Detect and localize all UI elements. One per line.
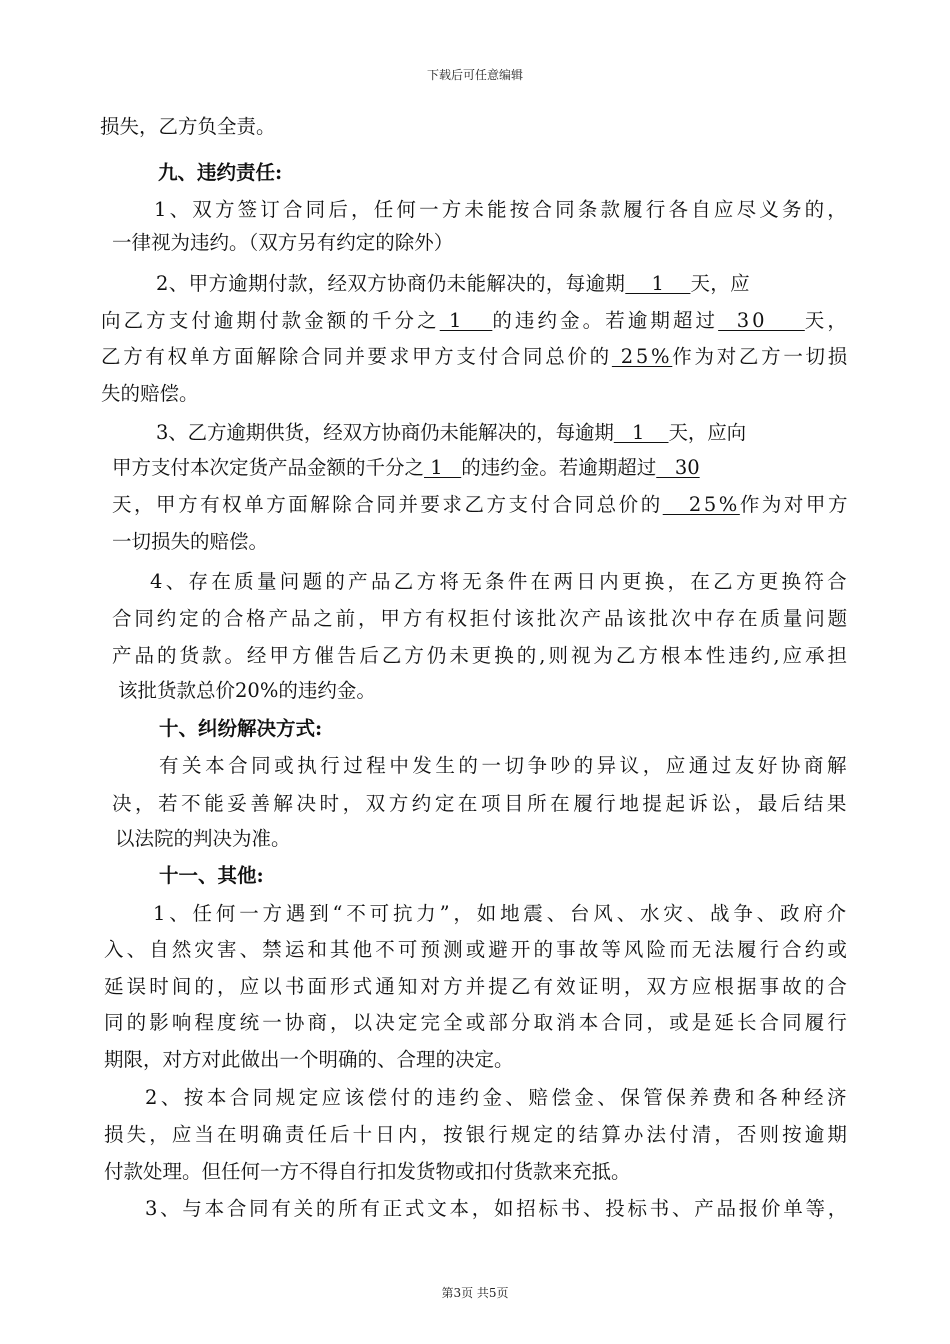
text-segment: 1、任何一方遇到“不可抗力”，如地震、台风、水灾、战争、政府介: [153, 902, 850, 925]
text-line: [112, 527, 268, 557]
text-segment: 入、自然灾害、禁运和其他不可预测或避开的事故等风险而无法履行合约或: [104, 938, 850, 961]
text-line: [159, 751, 850, 781]
fill-in-blank: 1: [613, 421, 669, 444]
text-segment: 损失，乙方负全责。: [100, 115, 276, 138]
text-segment: 同的影响程度统一协商，以决定完全或部分取消本合同，或是延长合同履行: [104, 1011, 850, 1034]
text-segment: 期限，对方对此做出一个明确的、合理的决定。: [104, 1048, 514, 1071]
fill-in-blank: 25%: [611, 345, 673, 368]
text-segment: 付款处理。但任何一方不得自行扣发货物或扣付货款来充抵。: [104, 1160, 631, 1183]
text-segment: 天，: [804, 309, 850, 332]
text-segment: 一律视为违约。（双方另有约定的除外）: [112, 231, 454, 254]
section-heading: [159, 714, 322, 744]
text-line: [112, 490, 850, 520]
text-line: [104, 1045, 514, 1075]
text-line: [112, 641, 850, 671]
fill-in-blank: 30: [718, 309, 805, 332]
text-segment: 2、甲方逾期付款，经双方协商仍未能解决的，每逾期: [156, 272, 626, 295]
text-line: [112, 604, 850, 634]
text-segment: 3、乙方逾期供货，经双方协商仍未能解决的，每逾期: [156, 421, 614, 444]
text-segment: 天，应: [690, 272, 750, 295]
text-line: [104, 1157, 631, 1187]
text-segment: 十、纠纷解决方式:: [159, 717, 323, 740]
text-segment: 1、双方签订合同后，任何一方未能按合同条款履行各自应尽义务的，: [154, 198, 850, 221]
section-heading: [158, 158, 282, 188]
fill-in-blank: 30: [656, 456, 700, 479]
text-line: [145, 1194, 850, 1224]
text-segment: 一切损失的赔偿。: [112, 530, 269, 553]
text-line: [101, 306, 850, 336]
fill-in-blank: 25%: [662, 493, 740, 516]
fill-in-blank: 1: [625, 272, 691, 295]
text-segment: 九、违约责任:: [158, 161, 283, 184]
text-segment: 合同约定的合格产品之前，甲方有权拒付该批次产品该批次中存在质量问题: [112, 607, 850, 630]
text-line: [115, 824, 291, 854]
text-line: [154, 195, 850, 225]
text-line: [104, 1008, 850, 1038]
text-segment: 天，应向: [668, 421, 746, 444]
text-line: [112, 228, 453, 258]
text-line: [156, 269, 750, 299]
text-segment: 3、与本合同有关的所有正式文本，如招标书、投标书、产品报价单等，: [145, 1197, 850, 1220]
text-line: [112, 453, 700, 483]
text-segment: 2、按本合同规定应该偿付的违约金、赔偿金、保管保养费和各种经济: [145, 1086, 850, 1109]
text-segment: 十一、其他:: [159, 864, 264, 887]
text-segment: 4、存在质量问题的产品乙方将无条件在两日内更换，在乙方更换符合: [150, 570, 850, 593]
text-segment: 乙方有权单方面解除合同并要求甲方支付合同总价的: [101, 345, 612, 368]
text-line: [118, 676, 376, 706]
text-segment: 该批货款总价20%的违约金。: [118, 679, 376, 702]
page-header: 下载后可任意编辑: [426, 68, 523, 82]
text-line: [104, 935, 850, 965]
text-segment: 天，甲方有权单方面解除合同并要求乙方支付合同总价的: [112, 493, 663, 516]
fill-in-blank: 1: [424, 456, 462, 479]
text-segment: 延误时间的，应以书面形式通知对方并提乙有效证明，双方应根据事故的合: [104, 975, 850, 998]
text-line: [101, 379, 199, 409]
text-line: [112, 789, 850, 819]
text-segment: 损失，应当在明确责任后十日内，按银行规定的结算办法付清，否则按逾期: [104, 1123, 850, 1146]
text-line: [145, 1083, 850, 1113]
text-segment: 失的赔偿。: [101, 382, 199, 405]
text-line: [156, 418, 746, 448]
text-segment: 的违约金。若逾期超过: [461, 456, 657, 479]
section-heading: [159, 861, 264, 891]
page-footer: 第3页 共5页: [441, 1286, 509, 1300]
text-line: [100, 112, 276, 142]
text-line: [104, 1120, 850, 1150]
text-line: [101, 342, 850, 372]
text-segment: 决，若不能妥善解决时，双方约定在项目所在履行地提起诉讼，最后结果: [112, 792, 850, 815]
text-segment: 甲方支付本次定货产品金额的千分之: [112, 456, 425, 479]
text-segment: 作为对乙方一切损: [672, 345, 850, 368]
text-line: [153, 899, 850, 929]
text-segment: 产品的货款。经甲方催告后乙方仍未更换的,则视为乙方根本性违约,应承担: [112, 644, 850, 667]
text-segment: 作为对甲方: [739, 493, 850, 516]
text-segment: 有关本合同或执行过程中发生的一切争吵的异议，应通过友好协商解: [159, 754, 850, 777]
fill-in-blank: 1: [439, 309, 493, 332]
text-segment: 的违约金。若逾期超过: [492, 309, 719, 332]
text-line: [150, 567, 850, 597]
text-segment: 以法院的判决为准。: [115, 827, 291, 850]
text-line: [104, 972, 850, 1002]
text-segment: 向乙方支付逾期付款金额的千分之: [101, 309, 440, 332]
